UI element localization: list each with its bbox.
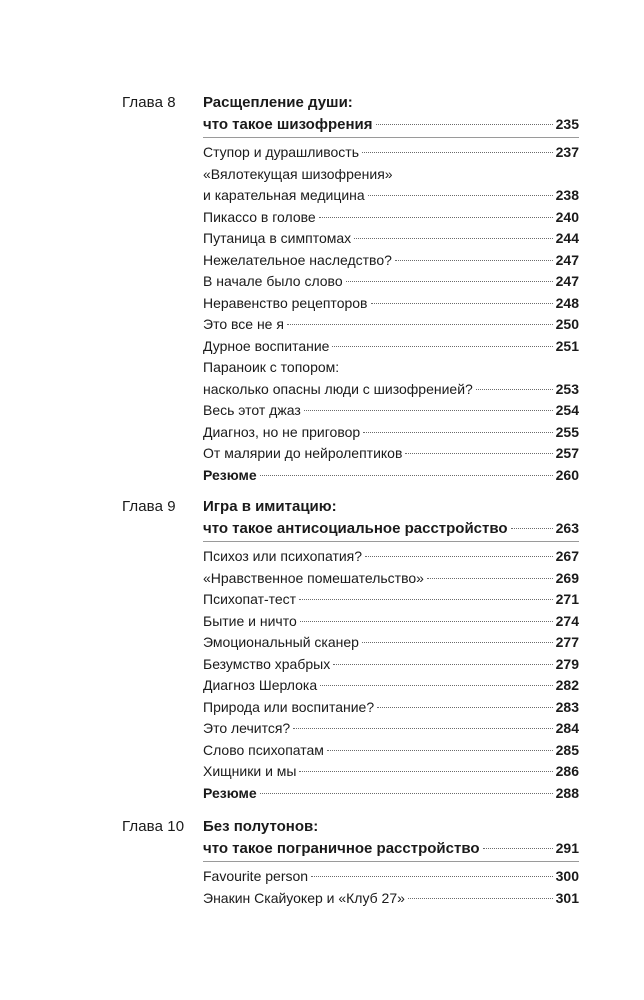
page-number: 248 [555,294,579,311]
chapter-title-sub: что такое шизофрения [203,115,373,133]
toc-entry[interactable] [203,336,579,358]
leader-dots [405,453,552,454]
chapter-title: Расщепление души: [203,94,353,111]
leader-dots [395,260,553,261]
page-number: 269 [555,569,579,586]
page-number: 251 [555,337,579,354]
entry-title: Резюме [203,466,257,483]
page-number: 279 [555,655,579,672]
entry-title: Пикассо в голове [203,208,316,225]
page-number: 301 [555,889,579,906]
page-number: 235 [555,115,579,132]
leader-dots [483,848,553,849]
entry-title: Резюме [203,784,257,801]
entry-title: Ступор и дурашливость [203,144,360,160]
leader-dots [368,195,553,196]
chapter-title-line-1 [203,496,579,518]
leader-dots [319,217,553,218]
toc-entry[interactable] [203,654,579,676]
entry-title: От малярии до нейролептиков [203,445,403,461]
toc-entry[interactable] [203,632,579,654]
toc-entry[interactable] [203,314,579,336]
leader-dots [320,685,553,686]
leader-dots [299,599,553,600]
toc-entry[interactable] [203,675,579,697]
leader-dots [476,389,553,390]
leader-dots [511,528,553,529]
chapter-body [203,92,579,486]
toc-entry[interactable] [203,443,579,465]
leader-dots [333,664,552,665]
entry-title: Психоз или психопатия? [203,548,363,564]
page-number: 283 [555,698,579,715]
page-number: 257 [555,445,579,461]
page-number: 300 [555,868,579,884]
toc-entry[interactable] [203,400,579,422]
entry-title: Дурное воспитание [203,337,330,354]
entry-title: насколько опасны люди с шизофренией? [203,380,473,397]
toc-entry[interactable] [203,546,579,568]
toc-entry[interactable] [203,379,579,401]
page-number: 271 [555,591,579,607]
page-number: 238 [555,187,579,203]
toc-entry[interactable] [203,185,579,207]
chapter-title-sub: что такое антисоциальное расстройство [203,519,508,537]
entry-list [203,546,579,804]
entry-title: Диагноз, но не приговор [203,423,361,440]
entry-title: Слово психопатам [203,741,324,758]
toc-entry[interactable] [203,697,579,719]
entry-list [203,142,579,486]
page-number: 274 [555,612,579,629]
page-number: 244 [555,230,579,246]
chapter-label: Глава 8 [122,94,176,111]
entry-title: «Вялотекущая шизофрения» [203,165,393,182]
toc-entry[interactable] [203,465,579,487]
leader-dots [427,578,553,579]
leader-dots [260,475,553,476]
page-number: 263 [555,519,579,536]
leader-dots [365,556,553,557]
entry-title: Бытие и ничто [203,612,297,629]
page-number: 285 [555,741,579,758]
toc-entry[interactable] [203,866,579,888]
page-number: 254 [555,402,579,418]
leader-dots [327,750,553,751]
entry-title: Хищники и мы [203,763,297,779]
page-number: 284 [555,720,579,736]
chapter-title: Без полутонов: [203,818,319,835]
toc-entry[interactable] [203,611,579,633]
chapter-title-line-2[interactable] [203,838,579,860]
entry-title: Природа или воспитание? [203,698,375,715]
leader-dots [293,728,552,729]
leader-dots [408,898,553,899]
page-number: 255 [555,423,579,440]
page-number: 260 [555,466,579,483]
page-number: 291 [555,839,579,856]
entry-title: Психопат-тест [203,591,297,607]
entry-title: В начале было слово [203,273,343,289]
leader-dots [362,642,553,643]
page-number: 253 [555,380,579,397]
chapter-title-line-2[interactable] [203,114,579,136]
entry-title: Favourite person [203,868,309,884]
entry-list [203,866,579,909]
toc-entry[interactable] [203,250,579,272]
toc-entry[interactable] [203,740,579,762]
toc-entry[interactable] [203,164,579,186]
chapter-body [203,816,579,909]
chapter-label: Глава 10 [122,818,185,835]
entry-title: Диагноз Шерлока [203,677,318,693]
toc-entry[interactable] [203,761,579,783]
page-number: 277 [555,634,579,650]
chapter-body [203,496,579,804]
toc-entry[interactable] [203,783,579,805]
page-number: 240 [555,208,579,225]
divider [203,861,579,862]
chapter-title: Игра в имитацию: [203,498,337,515]
page-number: 247 [555,273,579,289]
leader-dots [346,281,553,282]
toc-entry[interactable] [203,568,579,590]
page-number: 247 [555,251,579,268]
entry-title: Это все не я [203,316,284,332]
toc-entry[interactable] [203,142,579,164]
page-number: 286 [555,763,579,779]
leader-dots [300,621,553,622]
page-number: 250 [555,316,579,332]
page-number: 237 [555,144,579,160]
entry-title: Нежелательное наследство? [203,251,392,268]
leader-dots [377,707,553,708]
leader-dots [332,346,552,347]
leader-dots [304,410,553,411]
toc-entry[interactable] [203,228,579,250]
entry-title: и карательная медицина [203,187,365,203]
toc-entry[interactable] [203,888,579,910]
leader-dots [260,793,553,794]
toc-entry[interactable] [203,718,579,740]
page-number: 267 [555,548,579,564]
leader-dots [299,771,552,772]
leader-dots [363,432,552,433]
chapter-title-line-1 [203,92,579,114]
entry-title: Параноик с топором: [203,359,340,375]
entry-title: Безумство храбрых [203,655,331,672]
entry-title: Эмоциональный сканер [203,634,359,650]
page-number: 282 [555,677,579,693]
chapter-label: Глава 9 [122,498,176,515]
entry-title: Это лечится? [203,720,291,736]
entry-title: «Нравственное помешательство» [203,569,424,586]
entry-title: Весь этот джаз [203,402,301,418]
divider [203,541,579,542]
divider [203,137,579,138]
toc-entry[interactable] [203,207,579,229]
toc-entry[interactable] [203,293,579,315]
leader-dots [311,876,553,877]
chapter-title-line-2[interactable] [203,518,579,540]
chapter-title-line-1 [203,816,579,838]
toc-entry[interactable] [203,271,579,293]
toc-entry[interactable] [203,589,579,611]
toc-entry[interactable] [203,357,579,379]
page-number: 288 [555,784,579,801]
leader-dots [354,238,552,239]
leader-dots [371,303,553,304]
entry-title: Путаница в симптомах [203,230,352,246]
toc-entry[interactable] [203,422,579,444]
entry-title: Неравенство рецепторов [203,294,368,311]
leader-dots [287,324,553,325]
leader-dots [362,152,553,153]
chapter-title-sub: что такое пограничное расстройство [203,839,480,857]
entry-title: Энакин Скайуокер и «Клуб 27» [203,889,405,906]
leader-dots [376,124,553,125]
